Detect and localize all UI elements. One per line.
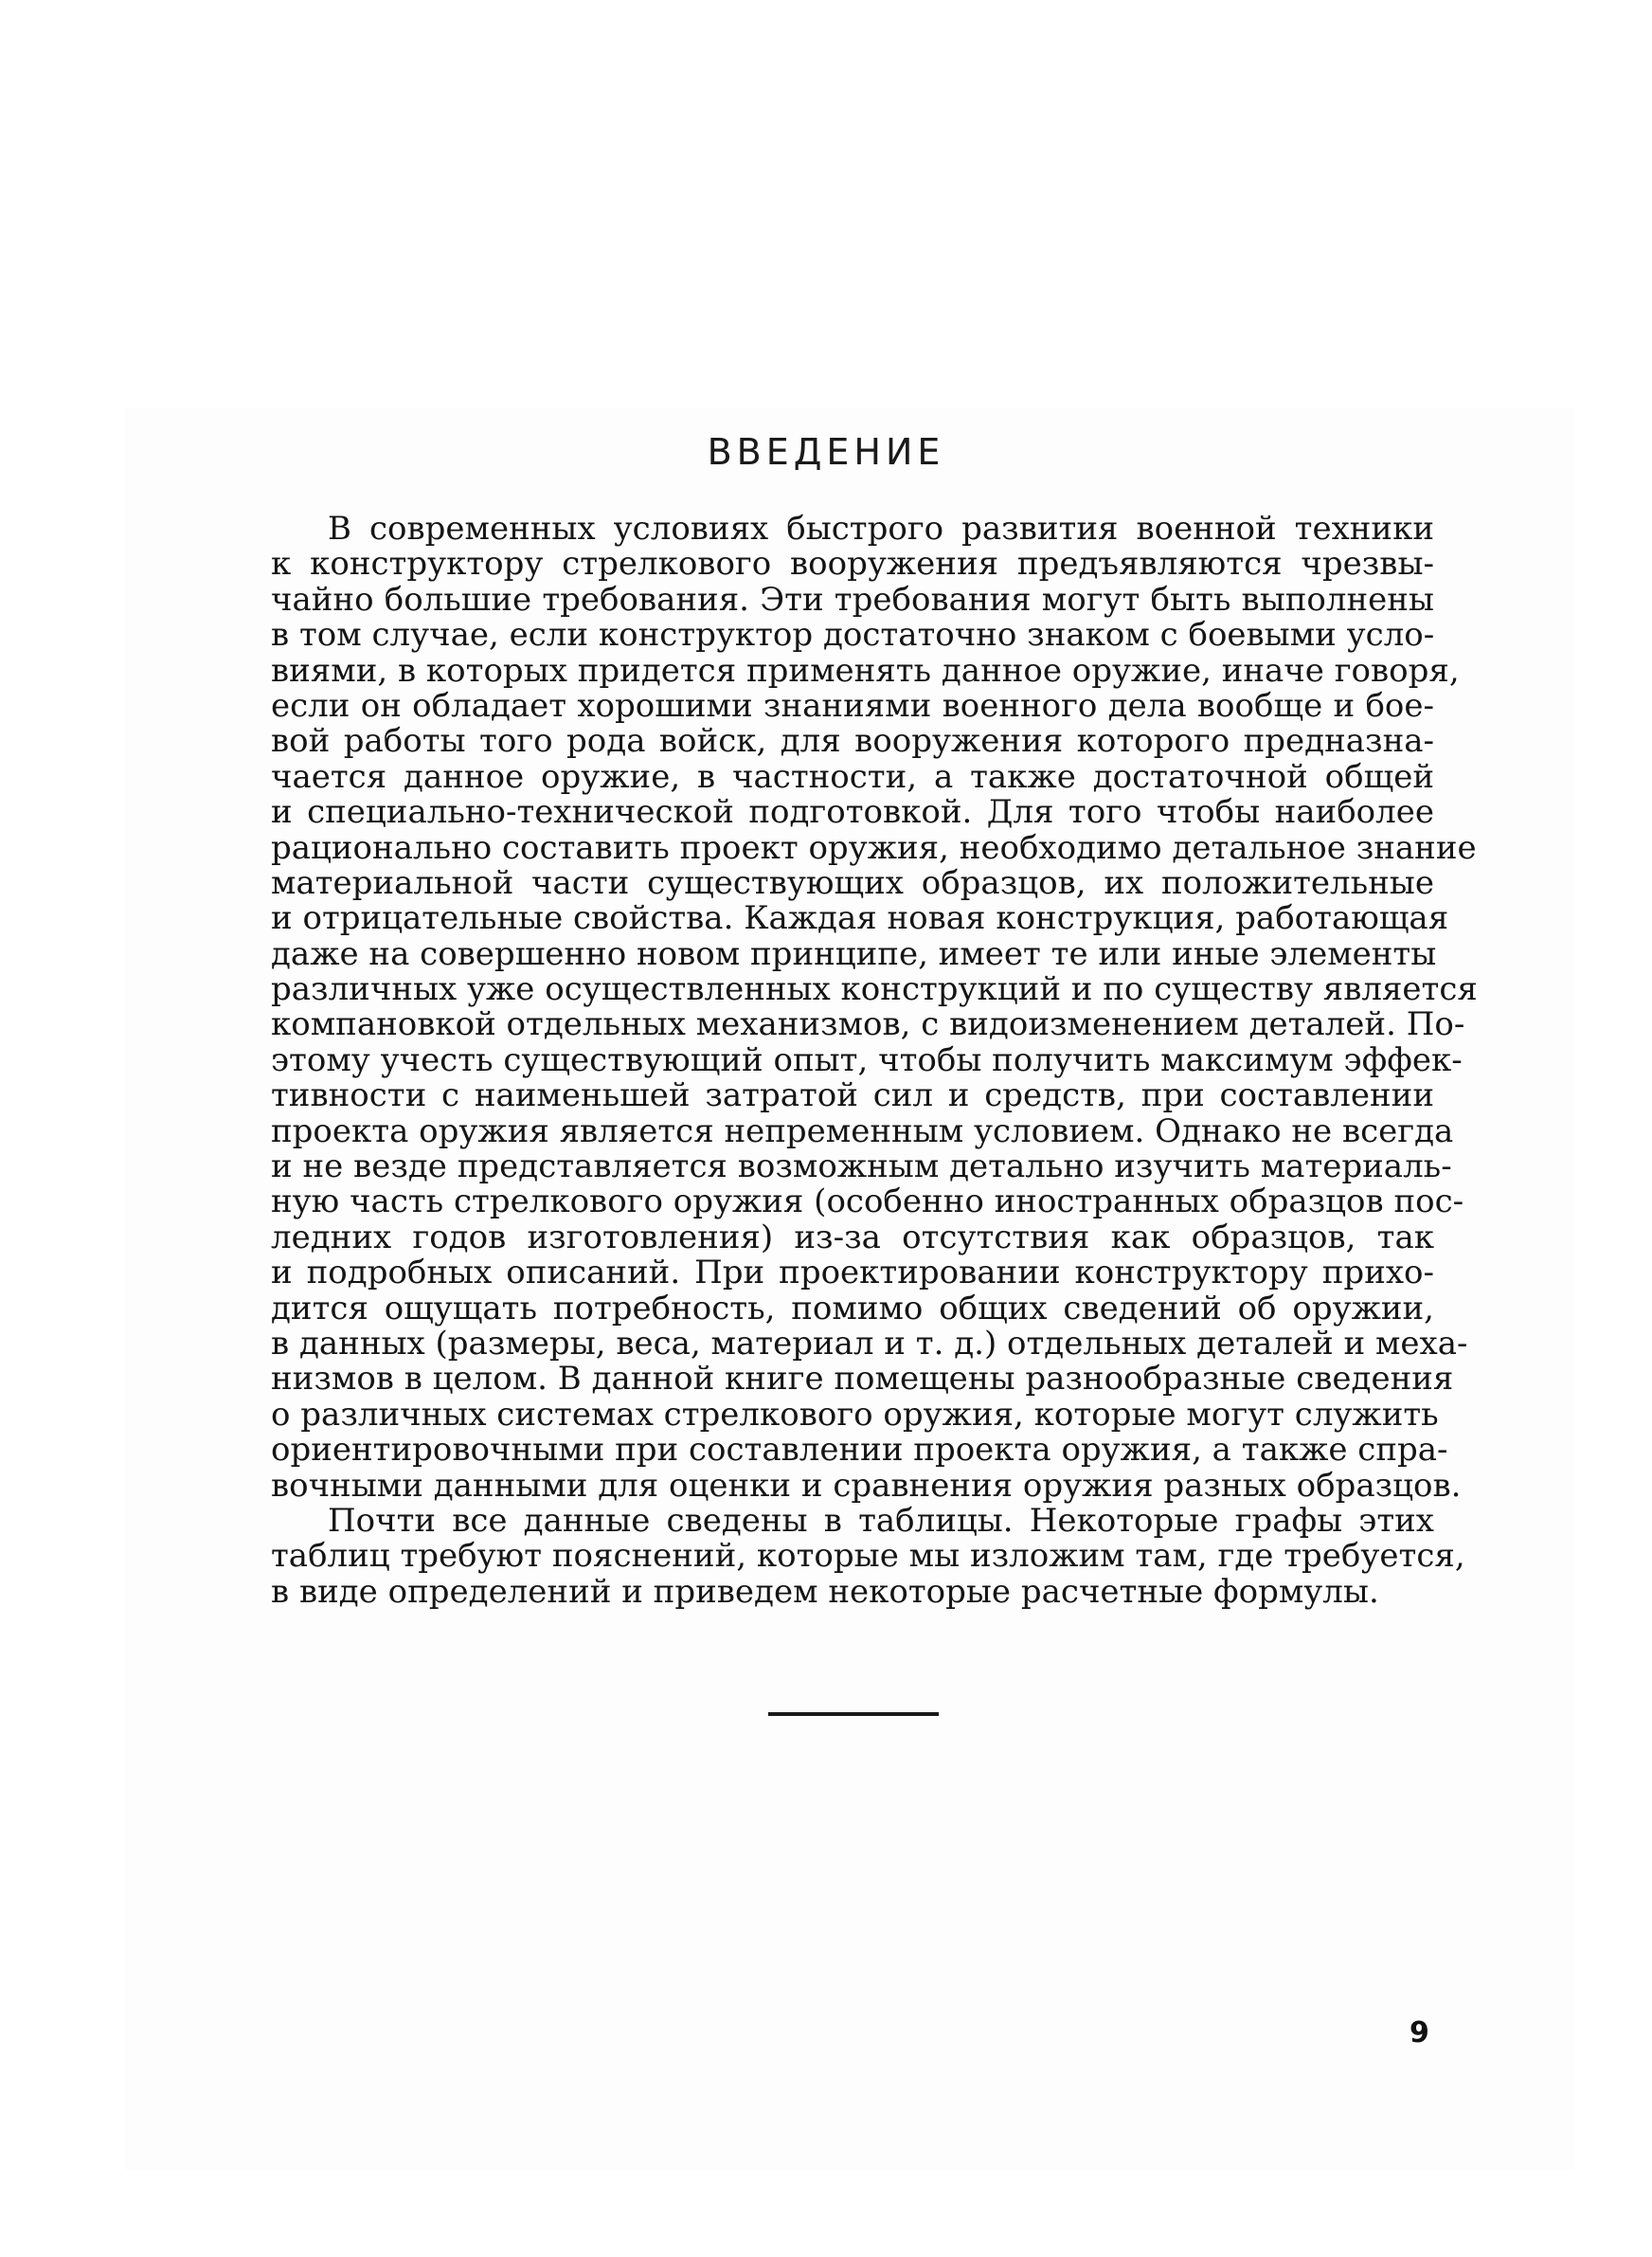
paragraph-2-line: в виде определений и приведем некоторые расчетные формулы. — [271, 1572, 1379, 1611]
paragraph-1-line: различных уже осуществленных конструкций и по существу является — [271, 970, 1478, 1009]
paragraph-1-line: ную часть стрелкового оружия (особенно иностранных образцов пос- — [271, 1183, 1464, 1221]
paragraph-1-line: дится ощущать потребность, помимо общих сведений об оружии, — [271, 1289, 1434, 1327]
paragraph-1-line: вой работы того рода войск, для вооружения которого предназна- — [271, 722, 1434, 761]
paragraph-1-line: низмов в целом. В данной книге помещены разнообразные сведения — [271, 1360, 1454, 1399]
page-title: ВВЕДЕНИЕ — [707, 431, 945, 473]
paragraph-1-line: материальной части существующих образцов, их положительные — [271, 863, 1434, 902]
section-divider — [768, 1712, 939, 1716]
paragraph-1-line: вочными данными для оценки и сравнения оружия разных образцов. — [271, 1466, 1462, 1505]
paragraph-2-line: Почти все данные сведены в таблицы. Некоторые графы этих — [328, 1501, 1434, 1540]
paragraph-1-line: В современных условиях быстрого развития военной техники — [328, 510, 1434, 548]
paragraph-1-line: о различных системах стрелкового оружия, которые могут служить — [271, 1395, 1439, 1434]
paragraph-1-line: компановкой отдельных механизмов, с видоизменением деталей. По- — [271, 1005, 1465, 1044]
paragraph-1-line: к конструктору стрелкового вооружения предъявляются чрезвы- — [271, 545, 1434, 584]
paragraph-1-line: если он обладает хорошими знаниями военного дела вообще и бое- — [271, 686, 1434, 725]
paragraph-1-line: этому учесть существующий опыт, чтобы получить максимум эффек- — [271, 1040, 1463, 1079]
paragraph-1-line: в данных (размеры, веса, материал и т. д.) отдельных деталей и меха- — [271, 1324, 1468, 1363]
paragraph-1-line: и отрицательные свойства. Каждая новая конструкция, работающая — [271, 899, 1449, 938]
paragraph-1-line: ориентировочными при составлении проекта оружия, а также спра- — [271, 1431, 1448, 1470]
paragraph-1-line: и специально-технической подготовкой. Для того чтобы наиболее — [271, 793, 1434, 832]
paragraph-1-line: и подробных описаний. При проектировании конструктору прихо- — [271, 1254, 1434, 1292]
paragraph-1-line: чайно большие требования. Эти требования могут быть выполнены — [271, 580, 1434, 619]
paragraph-1-line: и не везде представляется возможным детально изучить материаль- — [271, 1147, 1452, 1186]
paragraph-1-line: рационально составить проект оружия, необходимо детальное знание — [271, 828, 1477, 867]
paragraph-1-line: даже на совершенно новом принципе, имеет те или иные элементы — [271, 934, 1437, 973]
paragraph-1-line: чается данное оружие, в частности, а также достаточной общей — [271, 757, 1434, 796]
paragraph-1-line: ледних годов изготовления) из-за отсутствия как образцов, так — [271, 1218, 1434, 1256]
paragraph-1-line: в том случае, если конструктор достаточно знаком с боевыми усло- — [271, 616, 1435, 655]
body-text — [271, 510, 1478, 1611]
paragraph-1-line: виями, в которых придется применять данное оружие, иначе говоря, — [271, 651, 1460, 690]
page-number: 9 — [1410, 2016, 1429, 2049]
paragraph-1-line: проекта оружия является непременным условием. Однако не всегда — [271, 1111, 1454, 1150]
paragraph-2-line: таблиц требуют пояснений, которые мы изложим там, где требуется, — [271, 1537, 1465, 1576]
paragraph-1-line: тивности с наименьшей затратой сил и средств, при составлении — [271, 1076, 1434, 1115]
